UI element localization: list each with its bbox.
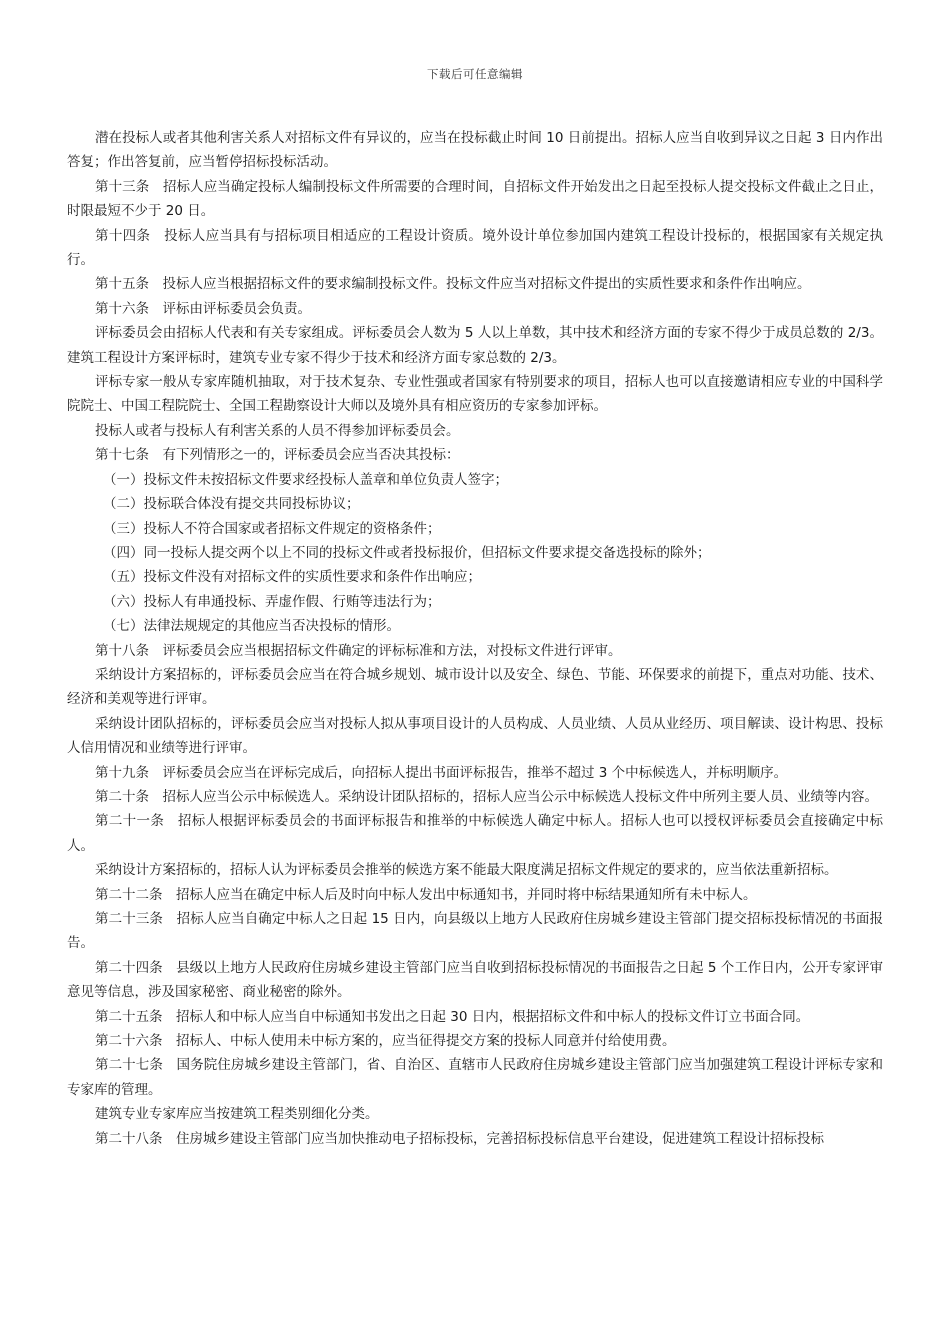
article-21: 第二十一条 招标人根据评标委员会的书面评标报告和推举的中标候选人确定中标人。招标人也可以授权评标委员会直接确定中标人。 <box>67 813 883 854</box>
article-14: 第十四条 投标人应当具有与招标项目相适应的工程设计资质。境外设计单位参加国内建筑工程设计投标的，根据国家有关规定执行。 <box>67 227 883 269</box>
article-19: 第十九条 评标委员会应当在评标完成后，向招标人提出书面评标报告，推举不超过 3 个中标候选人，并标明顺序。 <box>95 764 788 781</box>
paragraph-expert-database: 建筑专业专家库应当按建筑工程类别细化分类。 <box>95 1106 379 1123</box>
article-20: 第二十条 招标人应当公示中标候选人。采纳设计团队招标的，招标人应当公示中标候选人投标文件中所列主要人员、业绩等内容。 <box>95 788 878 805</box>
paragraph-committee-composition: 评标委员会由招标人代表和有关专家组成。评标委员会人数为 5 人以上单数，其中技术和经济方面的专家不得少于成员总数的 2/3。建筑工程设计方案评标时，建筑专业专家不得少于技术和经济方面专家总数的 2/3。 <box>67 325 883 366</box>
paragraph-design-scheme-review: 采纳设计方案招标的，评标委员会应当在符合城乡规划、城市设计以及安全、绿色、节能、环保要求的前提下，重点对功能、技术、经济和美观等进行评审。 <box>67 666 883 708</box>
paragraph-expert-selection: 评标专家一般从专家库随机抽取，对于技术复杂、专业性强或者国家有特别要求的项目，招标人也可以直接邀请相应专业的中国科学院院士、中国工程院院士、全国工程勘察设计大师以及境外具有相应资历的专家参加评标。 <box>67 374 883 415</box>
article-18: 第十八条 评标委员会应当根据招标文件确定的评标标准和方法，对投标文件进行评审。 <box>95 642 622 659</box>
list-item: （四）同一投标人提交两个以上不同的投标文件或者投标报价，但招标文件要求提交备选投标的除外； <box>103 544 711 561</box>
article-15: 第十五条 投标人应当根据招标文件的要求编制投标文件。投标文件应当对招标文件提出的实质性要求和条件作出响应。 <box>95 276 811 293</box>
paragraph-re-tender: 采纳设计方案招标的，招标人认为评标委员会推举的候选方案不能最大限度满足招标文件规定的要求的，应当依法重新招标。 <box>95 862 838 879</box>
list-item: （一）投标文件未按招标文件要求经投标人盖章和单位负责人签字； <box>103 471 508 488</box>
list-item: （六）投标人有串通投标、弄虚作假、行贿等违法行为； <box>103 593 441 610</box>
article-23: 第二十三条 招标人应当自确定中标人之日起 15 日内，向县级以上地方人民政府住房城乡建设主管部门提交招标投标情况的书面报告。 <box>67 911 883 952</box>
article-25: 第二十五条 招标人和中标人应当自中标通知书发出之日起 30 日内，根据招标文件和中标人的投标文件订立书面合同。 <box>95 1008 810 1025</box>
article-28: 第二十八条 住房城乡建设主管部门应当加快推动电子招标投标，完善招标投标信息平台建设，促进建筑工程设计招标投标 <box>95 1130 824 1147</box>
list-item: （五）投标文件没有对招标文件的实质性要求和条件作出响应； <box>103 569 481 586</box>
paragraph-objection: 潜在投标人或者其他利害关系人对招标文件有异议的，应当在投标截止时间 10 日前提出。招标人应当自收到异议之日起 3 日内作出答复；作出答复前，应当暂停招标投标活动。 <box>67 130 883 171</box>
article-26: 第二十六条 招标人、中标人使用未中标方案的，应当征得提交方案的投标人同意并付给使用费。 <box>95 1033 676 1050</box>
article-22: 第二十二条 招标人应当在确定中标人后及时向中标人发出中标通知书，并同时将中标结果通知所有未中标人。 <box>95 886 757 903</box>
page-header: 下载后可任意编辑 <box>427 67 523 81</box>
list-item: （二）投标联合体没有提交共同投标协议； <box>103 496 360 513</box>
list-item: （七）法律法规规定的其他应当否决投标的情形。 <box>103 618 400 635</box>
paragraph-design-team-review: 采纳设计团队招标的，评标委员会应当对投标人拟从事项目设计的人员构成、人员业绩、人员从业经历、项目解读、设计构思、投标人信用情况和业绩等进行评审。 <box>67 715 883 757</box>
article-16: 第十六条 评标由评标委员会负责。 <box>95 300 311 317</box>
article-13: 第十三条 招标人应当确定投标人编制投标文件所需要的合理时间，自招标文件开始发出之日起至投标人提交投标文件截止之日止，时限最短不少于 20 日。 <box>67 178 883 220</box>
paragraph-conflict-of-interest: 投标人或者与投标人有利害关系的人员不得参加评标委员会。 <box>95 422 460 439</box>
article-24: 第二十四条 县级以上地方人民政府住房城乡建设主管部门应当自收到招标投标情况的书面报告之日起 5 个工作日内，公开专家评审意见等信息，涉及国家秘密、商业秘密的除外。 <box>67 959 883 1001</box>
article-17: 第十七条 有下列情形之一的，评标委员会应当否决其投标： <box>95 447 460 464</box>
article-27: 第二十七条 国务院住房城乡建设主管部门，省、自治区、直辖市人民政府住房城乡建设主管部门应当加强建筑工程设计评标专家和专家库的管理。 <box>67 1057 883 1098</box>
list-item: （三）投标人不符合国家或者招标文件规定的资格条件； <box>103 520 441 537</box>
document-body <box>67 126 883 1151</box>
